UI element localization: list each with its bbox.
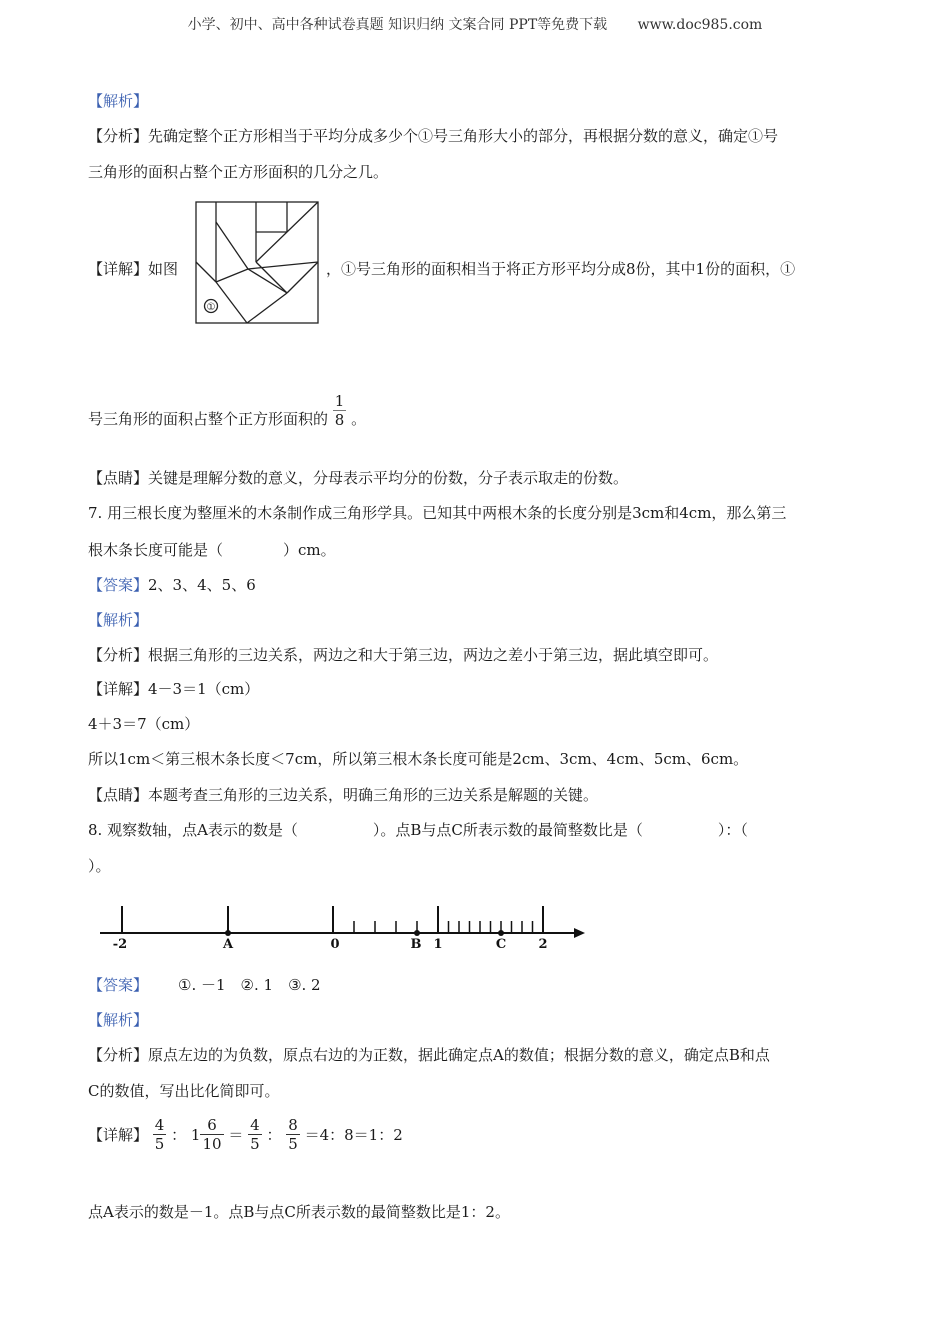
q8-stem-line2: ）。: [88, 857, 111, 875]
tangram-label: ①: [206, 302, 216, 313]
q8-equals: ＝: [228, 1126, 244, 1144]
point-a: [225, 930, 231, 936]
q8-frac1-den: 5: [154, 1135, 165, 1153]
q8-colon-2: ：: [266, 1126, 282, 1144]
nl-label-1: 1: [433, 937, 443, 952]
q7-fenxi-line: [88, 644, 718, 665]
q8-xiangjie-line: [88, 1116, 403, 1153]
q7-stem-line1: 7. 用三根长度为整厘米的木条制作成三角形学具。已知其中两根木条的长度分别是3cm和4cm，那么第三: [88, 504, 787, 522]
q6-fenxi-line2: 三角形的面积占整个正方形面积的几分之几。: [88, 163, 389, 181]
q8-answer: ①. －1 ②. 1 ③. 2: [178, 976, 321, 994]
q7-jiexi-label: 【解析】: [88, 611, 149, 629]
q6-fraction: [333, 392, 347, 429]
q6-dianjing-text: 关键是理解分数的意义，分母表示平均分的份数，分子表示取走的份数。: [148, 469, 629, 487]
q7-fenxi-text: 根据三角形的三边关系，两边之和大于第三边，两边之差小于第三边，据此填空即可。: [148, 646, 719, 664]
q7-dianjing-tag: 【点睛】: [88, 786, 149, 804]
q6-dianjing-tag: 【点睛】: [88, 469, 149, 487]
nl-label-2: 2: [538, 937, 548, 952]
header-site: www.doc985.com: [637, 17, 763, 33]
tangram-figure: [195, 201, 319, 325]
q8-frac-8-5: [286, 1116, 300, 1153]
q7-answer-line: [88, 574, 256, 595]
q8-frac1-num: 4: [154, 1116, 165, 1134]
q7-dianjing-text: 本题考查三角形的三边关系，明确三角形的三边关系是解题的关键。: [148, 786, 599, 804]
nl-label-neg2: -2: [112, 937, 128, 952]
q7-answer: 2、3、4、5、6: [148, 576, 256, 594]
q6-xiangjie-text-b: 号三角形的面积占整个正方形面积的: [88, 410, 329, 428]
q8-frac4-den: 5: [288, 1135, 298, 1153]
q7-calc-line2: 4＋3＝7（cm）: [88, 715, 200, 733]
q6-xiangjie-rugu: 如图: [148, 260, 179, 278]
nl-label-b: B: [410, 937, 422, 952]
q8-colon-1: ：: [171, 1126, 187, 1144]
point-b: [414, 930, 420, 936]
q6-fenxi-tag: 【分析】: [88, 127, 149, 145]
q8-fenxi-tag: 【分析】: [88, 1046, 149, 1064]
page-header: [0, 14, 950, 34]
q8-fenxi-line1: [88, 1044, 770, 1065]
q7-dianjing-line: [88, 784, 598, 805]
q8-answer-line: [88, 974, 321, 995]
q8-fenxi-line2: C的数值，写出比化简即可。: [88, 1082, 280, 1100]
q7-stem-line2: 根木条长度可能是（ ）cm。: [88, 541, 336, 559]
nl-label-0: 0: [330, 937, 340, 952]
q6-fenxi-text1: 先确定整个正方形相当于平均分成多少个①号三角形大小的部分，再根据分数的意义，确定①号: [148, 127, 779, 145]
q8-frac-6-10: [200, 1116, 223, 1153]
q6-frac-num: 1: [334, 392, 345, 410]
q7-fenxi-tag: 【分析】: [88, 646, 149, 664]
q7-calc1: 4－3＝1（cm）: [148, 680, 260, 698]
q8-frac-4-5: [153, 1116, 167, 1153]
q6-fenxi-line1: [88, 125, 778, 146]
q8-frac2-num: 6: [200, 1116, 223, 1135]
q8-frac3-den: 5: [250, 1135, 260, 1153]
q6-xiangjie-line1: [88, 258, 178, 279]
number-line: [95, 898, 595, 956]
q8-frac2-den: 10: [202, 1135, 222, 1153]
q6-xiangjie-line2: [88, 383, 366, 429]
point-c: [498, 930, 504, 936]
nl-label-a: A: [222, 937, 234, 952]
q8-jiexi-label: 【解析】: [88, 1011, 149, 1029]
q6-frac-den: 8: [334, 411, 345, 429]
q8-frac-4-5b: [248, 1116, 262, 1153]
q6-xiangjie-tag: 【详解】: [88, 260, 149, 278]
q6-dianjing-line: [88, 467, 628, 488]
q7-calc-line1: [88, 678, 259, 699]
q8-answer-tag: 【答案】: [88, 976, 149, 994]
q7-answer-tag: 【答案】: [88, 576, 149, 594]
q6-jiexi-label: 【解析】: [88, 92, 149, 110]
q8-conclusion: 点A表示的数是－1。点B与点C所表示数的最简整数比是1：2。: [88, 1203, 510, 1221]
q8-tail: ＝4：8＝1：2: [304, 1126, 403, 1144]
nl-label-c: C: [495, 937, 507, 952]
q7-conclusion: 所以1cm＜第三根木条长度＜7cm，所以第三根木条长度可能是2cm、3cm、4cm、5cm、6cm。: [88, 750, 749, 768]
q6-xiangjie-end: 。: [351, 410, 367, 428]
q8-stem-line1: 8. 观察数轴，点A表示的数是（ ）。点B与点C所表示数的最简整数比是（ ）：（: [88, 821, 748, 839]
q8-frac3-num: 4: [250, 1116, 260, 1134]
q8-frac4-num: 8: [288, 1116, 298, 1134]
q6-xiangjie-text-a: ，①号三角形的面积相当于将正方形平均分成8份，其中1份的面积，①: [326, 260, 796, 278]
q8-fenxi-text1: 原点左边的为负数，原点右边的为正数，据此确定点A的数值；根据分数的意义，确定点B和点: [148, 1046, 770, 1064]
q8-xiangjie-tag: 【详解】: [88, 1126, 149, 1144]
q8-mixed-whole: 1: [190, 1125, 201, 1144]
q7-xiangjie-tag: 【详解】: [88, 680, 149, 698]
header-text: 小学、初中、高中各种试卷真题 知识归纳 文案合同 PPT等免费下载: [187, 17, 608, 33]
